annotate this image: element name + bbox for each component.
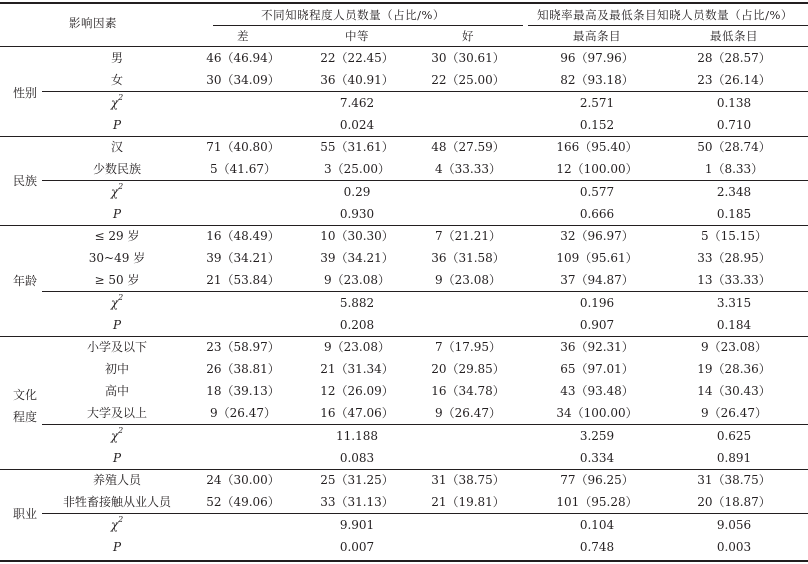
row-label: ≥ 50 岁: [94, 273, 140, 287]
cell-p-lowest: 0.710: [716, 118, 752, 132]
cell-chi-highest: 0.196: [579, 296, 615, 310]
cell-chi-lowest: 0.625: [716, 429, 752, 443]
row-divider: [42, 513, 808, 514]
group-divider: [0, 225, 808, 226]
row-label: 30~49 岁: [88, 251, 146, 265]
cell-highest: 65（97.01）: [560, 362, 634, 376]
cell-medium: 16（47.06）: [320, 406, 394, 420]
cell-lowest: 13（33.33）: [697, 273, 771, 287]
cell-highest: 43（93.48）: [560, 384, 634, 398]
cell-good: 20（29.85）: [431, 362, 505, 376]
p-value-label: P: [112, 318, 122, 332]
cell-medium: 25（31.25）: [320, 473, 394, 487]
cell-highest: 166（95.40）: [556, 140, 638, 154]
cell-highest: 12（100.00）: [556, 162, 638, 176]
cell-chi-highest: 0.577: [579, 185, 615, 199]
chi-square-label: $\chi^2$: [110, 182, 124, 199]
cell-highest: 77（96.25）: [560, 473, 634, 487]
cell-lowest: 31（38.75）: [697, 473, 771, 487]
cell-medium: 22（22.45）: [320, 51, 394, 65]
cell-highest: 96（97.96）: [560, 51, 634, 65]
p-value-label: P: [112, 451, 122, 465]
cell-good: 4（33.33）: [435, 162, 501, 176]
cell-poor: 5（41.67）: [210, 162, 276, 176]
cell-good: 7（21.21）: [435, 229, 501, 243]
cell-highest: 109（95.61）: [556, 251, 638, 265]
cell-chi-highest: 3.259: [579, 429, 615, 443]
group-label: 年龄: [13, 274, 38, 288]
cell-p-medium: 0.930: [339, 207, 375, 221]
cell-p-medium: 0.083: [339, 451, 375, 465]
group-divider: [0, 336, 808, 337]
cell-highest: 32（96.97）: [560, 229, 634, 243]
row-label: 小学及以下: [86, 340, 148, 354]
group-divider: [0, 136, 808, 137]
row-label: 女: [110, 73, 124, 87]
cell-lowest: 14（30.43）: [697, 384, 771, 398]
chi-square-label: $\chi^2$: [110, 515, 124, 532]
cell-medium: 3（25.00）: [324, 162, 390, 176]
cell-p-lowest: 0.891: [716, 451, 752, 465]
cell-p-lowest: 0.003: [716, 540, 752, 554]
cell-chi-medium: 0.29: [343, 185, 371, 199]
cell-good: 36（31.58）: [431, 251, 505, 265]
bottom-rule: [0, 560, 808, 562]
header-group-items: 知晓率最高及最低条目知晓人员数量（占比/%）: [537, 8, 793, 22]
cell-good: 30（30.61）: [431, 51, 505, 65]
cell-lowest: 1（8.33）: [704, 162, 764, 176]
row-label: 汉: [110, 140, 124, 154]
cell-good: 22（25.00）: [431, 73, 505, 87]
cell-lowest: 20（18.87）: [697, 495, 771, 509]
cell-chi-highest: 2.571: [579, 96, 615, 110]
cell-chi-medium: 5.882: [339, 296, 375, 310]
cell-good: 21（19.81）: [431, 495, 505, 509]
cell-p-medium: 0.007: [339, 540, 375, 554]
row-label: 非牲畜接触从业人员: [62, 495, 172, 509]
cell-good: 7（17.95）: [435, 340, 501, 354]
group-label: 文化程度: [13, 388, 38, 424]
cell-poor: 30（34.09）: [206, 73, 280, 87]
cell-highest: 34（100.00）: [556, 406, 638, 420]
header-col-lowest: 最低条目: [710, 29, 758, 43]
cell-lowest: 9（26.47）: [701, 406, 767, 420]
cell-p-lowest: 0.185: [716, 207, 752, 221]
p-value-label: P: [112, 540, 122, 554]
cell-highest: 82（93.18）: [560, 73, 634, 87]
cell-poor: 21（53.84）: [206, 273, 280, 287]
cell-poor: 52（49.06）: [206, 495, 280, 509]
cell-p-highest: 0.152: [579, 118, 615, 132]
header-col-medium: 中等: [345, 29, 369, 43]
cell-highest: 37（94.87）: [560, 273, 634, 287]
chi-square-label: $\chi^2$: [110, 426, 124, 443]
cell-chi-highest: 0.104: [579, 518, 615, 532]
cell-highest: 101（95.28）: [556, 495, 638, 509]
cell-poor: 71（40.80）: [206, 140, 280, 154]
header-col-poor: 差: [237, 29, 249, 43]
cell-good: 9（26.47）: [435, 406, 501, 420]
cell-lowest: 50（28.74）: [697, 140, 771, 154]
cell-chi-lowest: 9.056: [716, 518, 752, 532]
row-divider: [42, 91, 808, 92]
cell-good: 48（27.59）: [431, 140, 505, 154]
row-label: 高中: [104, 384, 130, 398]
cell-lowest: 9（23.08）: [701, 340, 767, 354]
row-divider: [42, 424, 808, 425]
cell-chi-medium: 9.901: [339, 518, 375, 532]
row-divider: [42, 291, 808, 292]
cell-lowest: 33（28.95）: [697, 251, 771, 265]
cell-medium: 36（40.91）: [320, 73, 394, 87]
group-divider: [0, 469, 808, 470]
cell-lowest: 19（28.36）: [697, 362, 771, 376]
cell-p-highest: 0.748: [579, 540, 615, 554]
cell-good: 31（38.75）: [431, 473, 505, 487]
cell-highest: 36（92.31）: [560, 340, 634, 354]
row-divider: [42, 180, 808, 181]
cell-poor: 46（46.94）: [206, 51, 280, 65]
cell-medium: 10（30.30）: [320, 229, 394, 243]
cell-chi-lowest: 2.348: [716, 185, 752, 199]
chi-square-label: $\chi^2$: [110, 93, 124, 110]
group-label: 民族: [13, 174, 38, 188]
header-group-rule-left: [213, 25, 523, 26]
cell-chi-lowest: 0.138: [716, 96, 752, 110]
cell-chi-medium: 7.462: [339, 96, 375, 110]
row-label: 初中: [104, 362, 130, 376]
cell-lowest: 5（15.15）: [701, 229, 767, 243]
header-col-good: 好: [462, 29, 474, 43]
row-label: 大学及以上: [86, 406, 148, 420]
top-rule: [0, 2, 808, 4]
cell-good: 9（23.08）: [435, 273, 501, 287]
row-label: 男: [110, 51, 124, 65]
cell-poor: 24（30.00）: [206, 473, 280, 487]
row-label: ≤ 29 岁: [94, 229, 140, 243]
cell-chi-lowest: 3.315: [716, 296, 752, 310]
p-value-label: P: [112, 207, 122, 221]
header-group-awareness: 不同知晓程度人员数量（占比/%）: [261, 8, 445, 22]
cell-lowest: 28（28.57）: [697, 51, 771, 65]
cell-chi-medium: 11.188: [336, 429, 378, 443]
cell-medium: 9（23.08）: [324, 340, 390, 354]
cell-poor: 9（26.47）: [210, 406, 276, 420]
cell-poor: 23（58.97）: [206, 340, 280, 354]
cell-medium: 12（26.09）: [320, 384, 394, 398]
cell-p-highest: 0.666: [579, 207, 615, 221]
header-bottom-rule: [0, 46, 808, 47]
cell-p-lowest: 0.184: [716, 318, 752, 332]
row-label: 养殖人员: [92, 473, 142, 487]
header-col-highest: 最高条目: [573, 29, 621, 43]
cell-p-medium: 0.208: [339, 318, 375, 332]
cell-medium: 21（31.34）: [320, 362, 394, 376]
cell-medium: 55（31.61）: [320, 140, 394, 154]
cell-poor: 39（34.21）: [206, 251, 280, 265]
header-factor: 影响因素: [69, 16, 117, 30]
cell-medium: 39（34.21）: [320, 251, 394, 265]
cell-p-highest: 0.907: [579, 318, 615, 332]
group-label: 职业: [13, 507, 38, 521]
cell-poor: 26（38.81）: [206, 362, 280, 376]
cell-medium: 33（31.13）: [320, 495, 394, 509]
cell-p-highest: 0.334: [579, 451, 615, 465]
cell-lowest: 23（26.14）: [697, 73, 771, 87]
cell-poor: 16（48.49）: [206, 229, 280, 243]
cell-poor: 18（39.13）: [206, 384, 280, 398]
chi-square-label: $\chi^2$: [110, 293, 124, 310]
cell-p-medium: 0.024: [339, 118, 375, 132]
group-label: 性别: [13, 86, 38, 100]
p-value-label: P: [112, 118, 122, 132]
row-label: 少数民族: [92, 162, 142, 176]
cell-medium: 9（23.08）: [324, 273, 390, 287]
cell-good: 16（34.78）: [431, 384, 505, 398]
header-group-rule-right: [528, 25, 808, 26]
